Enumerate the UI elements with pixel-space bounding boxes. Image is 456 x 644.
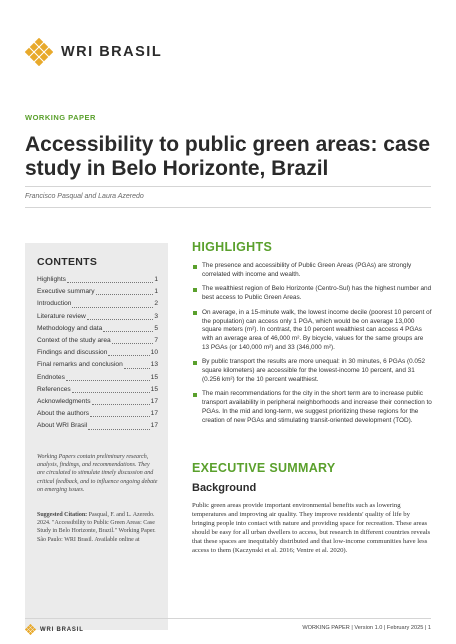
footer-brand: WRI BRASIL bbox=[40, 626, 84, 633]
leader-dots bbox=[96, 286, 154, 295]
highlights-list bbox=[192, 262, 432, 431]
contents-item-label: About WRI Brasil bbox=[37, 422, 88, 430]
contents-item[interactable] bbox=[37, 384, 158, 396]
contents-item-label: Highlights bbox=[37, 276, 66, 283]
leader-dots bbox=[87, 311, 154, 320]
authors-divider bbox=[25, 207, 431, 208]
contents-heading: CONTENTS bbox=[37, 256, 98, 268]
contents-item-page: 5 bbox=[154, 324, 158, 332]
contents-item-page: 7 bbox=[154, 337, 158, 345]
contents-item[interactable] bbox=[37, 347, 158, 359]
contents-list bbox=[25, 274, 168, 433]
contents-item-page: 2 bbox=[154, 300, 158, 308]
contents-item-label: Acknowledgments bbox=[37, 398, 91, 406]
contents-item-label: Endnotes bbox=[37, 373, 65, 381]
highlight-item: The presence and accessibility of Public Green Areas (PGAs) are strongly correlated with income and wealth. bbox=[192, 262, 432, 279]
leader-dots bbox=[67, 274, 153, 283]
title-divider bbox=[25, 186, 431, 187]
contents-item-label: Context of the study area bbox=[37, 337, 111, 345]
leader-dots bbox=[112, 335, 154, 344]
contents-item-label: Literature review bbox=[37, 312, 86, 320]
document-type-label: WORKING PAPER bbox=[25, 113, 96, 122]
contents-item[interactable] bbox=[37, 372, 158, 384]
brand-name: WRI BRASIL bbox=[61, 44, 163, 60]
footer-logo bbox=[25, 624, 84, 635]
contents-item[interactable] bbox=[37, 420, 158, 432]
contents-item-page: 15 bbox=[150, 373, 158, 381]
contents-item-page: 17 bbox=[150, 422, 158, 430]
leader-dots bbox=[108, 347, 149, 356]
leader-dots bbox=[124, 359, 150, 368]
page-title: Accessibility to public green areas: case study in Belo Horizonte, Brazil bbox=[25, 133, 431, 180]
working-paper-note: Working Papers contain preliminary research, analysis, findings, and recommendations. They are circulated to stimulate timely discussion and critical feedback, and to influence ongoing debate on emerging issues. bbox=[37, 453, 158, 494]
highlight-item: The wealthiest region of Belo Horizonte (Centro-Sul) has the highest number and best access to Public Green Areas. bbox=[192, 285, 432, 302]
diamond-lattice-logo-icon bbox=[25, 624, 36, 635]
contents-item[interactable] bbox=[37, 335, 158, 347]
diamond-lattice-logo-icon bbox=[25, 38, 53, 66]
contents-item-label: Final remarks and conclusion bbox=[37, 361, 123, 369]
leader-dots bbox=[66, 372, 150, 381]
highlight-item: The main recommendations for the city in the short term are to increase public transport availability in peripheral neighborhoods and increase their connection to PGAs. In the mid and long-term, we suggest prioritizing these regions for the creation of new PGAs and stimulating transit-oriented development (TOD). bbox=[192, 390, 432, 425]
leader-dots bbox=[103, 323, 153, 332]
contents-item-page: 15 bbox=[150, 385, 158, 393]
leader-dots bbox=[90, 408, 150, 417]
contents-item-label: About the authors bbox=[37, 410, 90, 418]
contents-item[interactable] bbox=[37, 311, 158, 323]
wri-brasil-logo bbox=[25, 38, 162, 66]
contents-item-page: 1 bbox=[154, 288, 158, 296]
contents-item-label: Findings and discussion bbox=[37, 349, 108, 357]
background-paragraph: Public green areas provide important environmental benefits such as lowering temperatures and improving air quality. They improve residents' quality of life by bringing people into contact with nature and providing space for recreation. These areas should be easy for all urban dwellers to access, but research in different countries reveals that these spaces are inequitably distributed and that low-income communities have less access to them (Kaczynski et al. 2016; Ventre et al. 2020). bbox=[192, 502, 431, 554]
citation-text: Pasqual, F. and L. Azeredo. 2024. "Accessibility to Public Green Areas: Case Study in Belo Horizonte, Brazil." Working Paper. São Paulo: WRI Brasil. Available online at bbox=[37, 511, 156, 543]
citation-label: Suggested Citation: bbox=[37, 511, 88, 518]
contents-item[interactable] bbox=[37, 396, 158, 408]
contents-item[interactable] bbox=[37, 274, 158, 286]
footer-page-info: WORKING PAPER | Version 1.0 | February 2025 | 1 bbox=[302, 625, 431, 631]
contents-item-page: 3 bbox=[154, 312, 158, 320]
leader-dots bbox=[88, 420, 149, 429]
contents-item[interactable] bbox=[37, 286, 158, 298]
highlights-heading: HIGHLIGHTS bbox=[192, 240, 273, 254]
contents-item-page: 17 bbox=[150, 410, 158, 418]
highlight-item: By public transport the results are more unequal: in 30 minutes, 6 PGAs (0.052 square kilometers) are accessible for the lowest-income 10 percent, and 31 (0.256 km²) for the 10 percent wealthiest. bbox=[192, 358, 432, 384]
leader-dots bbox=[72, 384, 150, 393]
contents-item[interactable] bbox=[37, 323, 158, 335]
contents-item-label: Introduction bbox=[37, 300, 72, 308]
footer-divider bbox=[25, 618, 431, 619]
contents-item-page: 1 bbox=[154, 276, 158, 283]
contents-item-label: Executive summary bbox=[37, 288, 95, 296]
contents-item-page: 17 bbox=[150, 398, 158, 406]
contents-item[interactable] bbox=[37, 298, 158, 310]
background-subheading: Background bbox=[192, 482, 257, 494]
contents-item[interactable] bbox=[37, 408, 158, 420]
executive-summary-heading: EXECUTIVE SUMMARY bbox=[192, 461, 336, 475]
highlight-item: On average, in a 15-minute walk, the lowest income decile (poorest 10 percent of the population) can access only 1 PGA, which would be on average 13,000 square meters (m²). In contrast, the 10 percent wealthiest can access 4 PGAs with an average area of 46,000 m². By bicycle, values for the same groups are 13 PGAs (or 140,000 m²) and 33 (346,000 m²). bbox=[192, 309, 432, 353]
contents-item-page: 13 bbox=[150, 361, 158, 369]
contents-item-page: 10 bbox=[150, 349, 158, 357]
contents-item-label: Methodology and data bbox=[37, 324, 103, 332]
contents-item-label: References bbox=[37, 385, 71, 393]
contents-sidebar bbox=[25, 243, 168, 630]
contents-item[interactable] bbox=[37, 359, 158, 371]
leader-dots bbox=[72, 298, 153, 307]
suggested-citation bbox=[37, 511, 158, 545]
authors-line: Francisco Pasqual and Laura Azeredo bbox=[25, 193, 144, 200]
leader-dots bbox=[92, 396, 150, 405]
